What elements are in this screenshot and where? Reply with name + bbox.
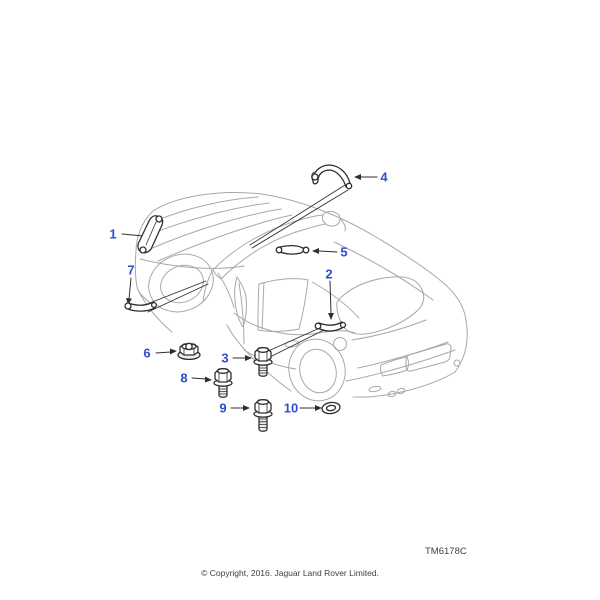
leader-1 [122,234,144,236]
leader-2 [330,281,331,313]
front-wheel [155,259,210,310]
part-1-finisher-strip [138,216,163,253]
leader-8 [192,378,206,379]
part-2-finisher-strip [315,322,345,331]
callout-10: 10 [283,400,299,416]
callout-8: 8 [180,370,188,386]
part-4-finisher-strip [312,165,352,189]
leader-5 [319,251,337,252]
door-glass [258,279,308,332]
callout-4: 4 [380,169,388,185]
car-rear-bumper-bottom [353,372,455,397]
part-5-finisher-strip [276,246,309,254]
callout-7: 7 [127,262,135,278]
windshield-arch-outer [213,215,323,270]
rear-wheel [295,345,341,397]
part-6-flange-nut [178,343,200,359]
callout-5: 5 [340,244,348,260]
vent-window [235,277,247,327]
door-front-edge [239,283,244,344]
hood-lower-edge [140,259,244,268]
callout-9: 9 [219,400,227,416]
callout-2: 2 [325,266,333,282]
leader-lines [122,174,377,411]
bumper-top-line [346,350,455,381]
part-7-finisher-strip [125,302,156,311]
part-3-bolt [254,348,272,377]
fuel-filler-cap [334,338,347,351]
part-9-bolt [254,400,272,432]
callout-1: 1 [109,226,117,242]
trunk-line [352,320,426,340]
leader-7 [129,278,131,299]
part-8-bolt [214,369,232,398]
rear-wheel-arch [282,333,352,407]
callout-3: 3 [221,350,229,366]
part-10-washer [321,401,340,414]
pointer-lines [142,185,348,357]
windshield-arch-inner [221,224,326,279]
license-plate-recess [406,344,451,372]
copyright-text: © Copyright, 2016. Jaguar Land Rover Limited. [201,568,379,578]
callout-6: 6 [143,345,151,361]
leader-6 [156,352,171,353]
figure-code: TM6178C [425,546,467,557]
